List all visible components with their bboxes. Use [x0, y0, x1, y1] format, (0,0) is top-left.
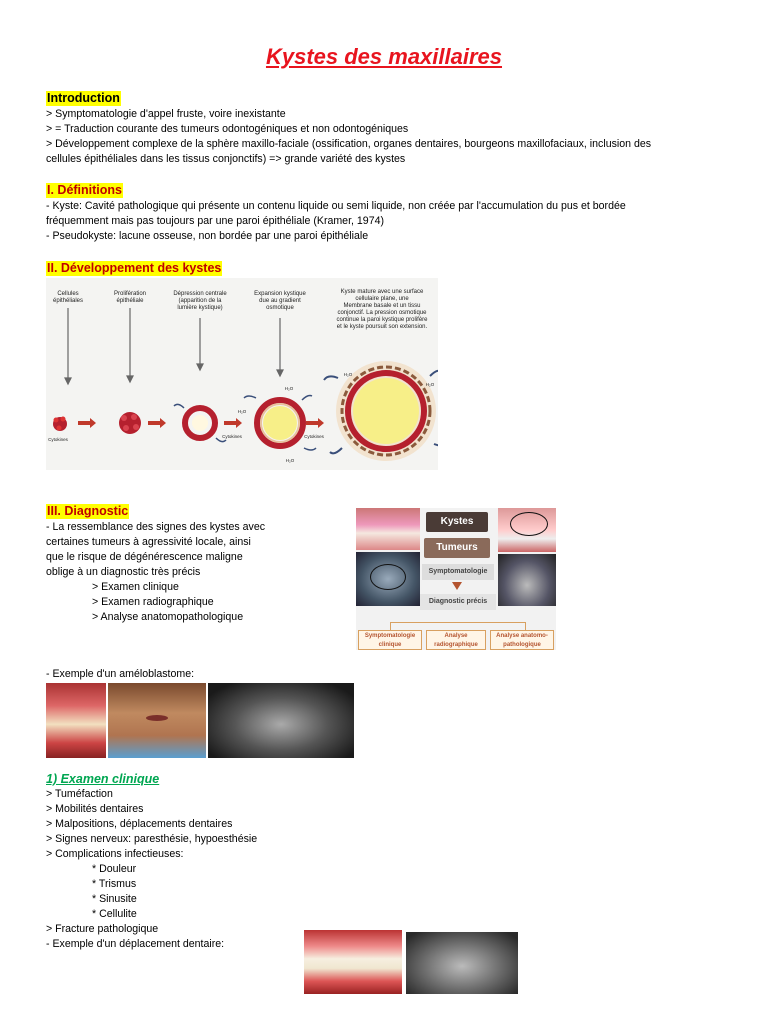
exam-item: > Examen clinique	[92, 581, 179, 593]
intro-line: > Développement complexe de la sphère maxillo-faciale (ossification, organes dentaires, bourgeons maxillofaciaux, inclusion des	[46, 138, 652, 150]
stage-label: Expansion kystique due au gradient osmotique	[254, 291, 306, 311]
diagnostic-line: - La ressemblance des signes des kystes avec	[46, 521, 266, 533]
proliferation-cells-icon	[119, 412, 141, 434]
tooth-displacement-photo	[304, 930, 402, 994]
svg-text:H₂O: H₂O	[285, 458, 295, 463]
cyst-development-diagram	[46, 278, 438, 470]
svg-text:Cytokines: Cytokines	[304, 434, 324, 439]
clinical-item: > Malpositions, déplacements dentaires	[46, 818, 233, 830]
stage-label: Prolifération épithéliale	[113, 291, 147, 304]
intro-heading: Introduction	[47, 91, 120, 105]
flow-box: Analyse anatomo-pathologique	[490, 630, 554, 650]
diagnostic-heading: III. Diagnostic	[47, 504, 129, 518]
svg-text:H₂O: H₂O	[343, 372, 353, 377]
flow-box: Symptomatologie clinique	[358, 630, 422, 650]
svg-text:Cytokines: Cytokines	[48, 437, 68, 442]
ameloblastoma-mouth-photo	[46, 683, 106, 758]
definition-line: - Kyste: Cavité pathologique qui présente un contenu liquide ou semi liquide, non créée par l'accumulation du pus et bordée	[46, 200, 626, 212]
diagnostic-line: certaines tumeurs à agressivité locale, ainsi	[46, 536, 251, 548]
radiograph-photo	[356, 552, 420, 606]
exam-item: > Examen radiographique	[92, 596, 214, 608]
intro-line: > = Traduction courante des tumeurs odontogéniques et non odontogéniques	[46, 123, 409, 135]
intro-line: cellules épithéliales dans les tissus conjonctifs) => grande variété des kystes	[46, 153, 406, 165]
flow-connector	[390, 622, 526, 631]
ameloblastoma-example-label: - Exemple d'un améloblastome:	[46, 668, 195, 680]
definitions-heading: I. Définitions	[47, 183, 122, 197]
down-arrow-icon	[452, 582, 462, 590]
clinical-photo	[356, 508, 420, 550]
ameloblastoma-face-photo	[108, 683, 206, 758]
intro-section	[46, 89, 651, 167]
tumeurs-box: Tumeurs	[424, 538, 490, 558]
clinical-item: > Mobilités dentaires	[46, 803, 144, 815]
ameloblastoma-panoramic-xray	[208, 683, 354, 758]
clinical-item: > Signes nerveux: paresthésie, hypoesthésie	[46, 833, 258, 845]
stage-label: Kyste mature avec une surface cellulaire plane, une Membrane basale et un tissu conjonctif. La pression osmotique continue la paroi kystique prolifère et le kyste poursuit son extension.	[336, 289, 428, 330]
diagnostic-line: que le risque de dégénérescence maligne	[46, 551, 243, 563]
clinical-photo	[498, 508, 556, 552]
complication-item: * Trismus	[92, 878, 137, 890]
complication-item: * Cellulite	[92, 908, 137, 920]
flow-box: Analyse radiographique	[426, 630, 486, 650]
clinical-item: > Fracture pathologique	[46, 923, 159, 935]
definitions-section	[46, 181, 626, 244]
stage-label: Cellules épithéliales	[52, 291, 84, 304]
epithelial-cells-icon	[53, 417, 67, 432]
svg-text:H₂O: H₂O	[284, 386, 294, 391]
clinical-item: - Exemple d'un déplacement dentaire:	[46, 938, 225, 950]
diagnostic-line: oblige à un diagnostic très précis	[46, 566, 201, 578]
definition-line: fréquemment mais pas toujours par une paroi épithéliale (Kramer, 1974)	[46, 215, 385, 227]
definition-line: - Pseudokyste: lacune osseuse, non bordée par une paroi épithéliale	[46, 230, 369, 242]
development-heading: II. Développement des kystes	[47, 261, 222, 275]
complication-item: * Sinusite	[92, 893, 137, 905]
symptomatology-label: Symptomatologie	[422, 564, 494, 580]
svg-text:H₂O: H₂O	[237, 409, 247, 414]
radiograph-photo	[498, 554, 556, 606]
tooth-displacement-xray	[406, 932, 518, 994]
clinical-exam-heading: 1) Examen clinique	[46, 772, 160, 786]
svg-text:H₂O: H₂O	[425, 382, 435, 387]
exam-item: > Analyse anatomopathologique	[92, 611, 244, 623]
precise-diagnosis-label: Diagnostic précis	[420, 594, 496, 610]
stage-label: Dépression centrale (apparition de la lumière kystique)	[173, 291, 227, 311]
development-heading-wrap	[46, 259, 222, 277]
intro-line: > Symptomatologie d'appel fruste, voire inexistante	[46, 108, 286, 120]
diagnostic-section	[46, 502, 265, 625]
page-title: Kystes des maxillaires	[265, 44, 503, 69]
clinical-item: > Complications infectieuses:	[46, 848, 184, 860]
clinical-item: > Tuméfaction	[46, 788, 113, 800]
svg-text:Cytokines: Cytokines	[222, 434, 242, 439]
kystes-box: Kystes	[426, 512, 488, 532]
complication-item: * Douleur	[92, 863, 137, 875]
clinical-exam-section	[46, 772, 257, 952]
diagnostic-flow-figure	[356, 508, 556, 650]
